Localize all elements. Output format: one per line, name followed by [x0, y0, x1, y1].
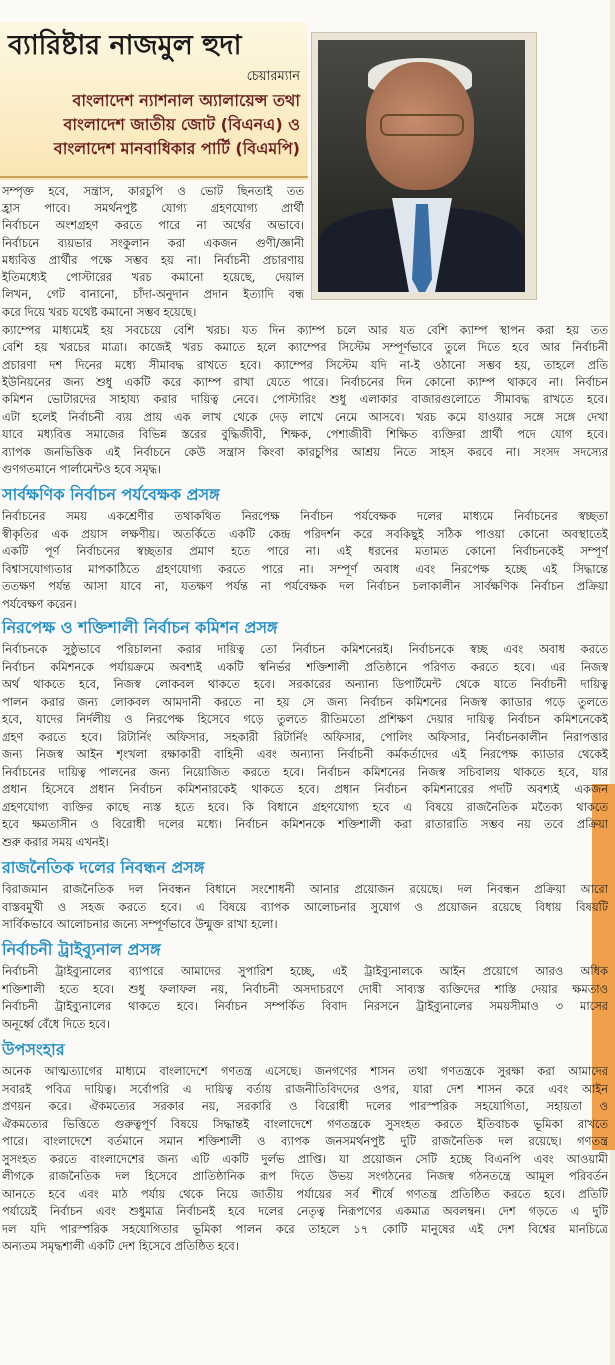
- intro-line: সম্পৃক্ত হবে, সন্ত্রাস, কারচুপি ও ভোট ছিনতাই তত: [2, 184, 304, 198]
- section-heading-conclusion: উপসংহার: [2, 1040, 65, 1059]
- author-role: চেয়ারম্যান: [246, 69, 300, 84]
- body-line: হবে ক্ষমতাসীন ও বিরোধী দলের মধ্যে। নির্বাচন কমিশনকে শক্তিশালী করা রাতারাতি সম্ভব নয় তবে প্রক্রিয়া: [2, 817, 608, 831]
- body-line: হবে, যাদের নির্দলীয় ও নিরপেক্ষ হিসেবে গড়ে তুলতে রীতিমতো প্রশিক্ষণ দেয়ার দায়িত্ব নির্বাচন কমিশনেকেই: [2, 712, 608, 726]
- body-line: প্রণয়ন করে। ঐকমত্যের সরকার নয়, সরকারি ও বিরোধী দলের পারস্পরিক সহযোগিতা, সহায়তা ও: [2, 1099, 608, 1113]
- body-line: নির্বাচন কমিশনকে পর্যায়ক্রমে অবশ্যই একটি স্বনির্ভর শক্তিশালী প্রতিষ্ঠানে পরিণত করতে হবে। এর নিজস্ব: [2, 660, 608, 674]
- body-line: পালন করার জন্য লোকবল আমদানী করতে না হয় সে জন্য নির্বাচন কমিশনের নিজস্ব ক্যাডার গড়ে তুলতে: [2, 695, 608, 709]
- body-line: পর্যায়েই নির্বাচন এবং শুধুমাত্র নির্বাচনই হবে দলের নেতৃত্ব নিরূপণের একমাত্র অবলম্বন। দেশ গড়তে এ দুটি: [2, 1204, 608, 1218]
- body-line: গুণগতমানে পার্লামেন্টও হবে সমৃদ্ধ।: [2, 462, 162, 476]
- body-line: নির্বাচনের দায়িত্ব পালনের জন্য নিয়োজিত করতে হবে। নির্বাচন কমিশনের নিজস্ব সচিবালয় থাকতে হবে, যার: [2, 765, 608, 779]
- body-line: ক্যাম্পের মাধ্যমেই হয় সবচেয়ে বেশি খরচ। যত দিন ক্যাম্প চলে আর যত বেশি ক্যাম্প স্থাপন করা হয় তত: [2, 323, 608, 337]
- body-line: ইউনিয়নের জন্য শুধু একটি করে ক্যাম্প রাখা যেতে পারে। নির্বাচনের দিন কোনো ক্যাম্প থাকবে না। নির্বাচন: [2, 375, 608, 389]
- body-line: স্বীকৃতির এক প্রয়াস লক্ষণীয়। অতর্কিতে একটি কেন্দ্র পরিদর্শন করে সবকিছুই সঠিক পাওয়া কোনো অবস্থাতেই: [2, 527, 608, 541]
- body-line: সবারই পবিত্র দায়িত্ব। সর্বোপরি এ দায়িত্ব বর্তায় রাজনীতিবিদদের ওপর, যারা দেশ শাসন করে এবং আইন: [2, 1082, 608, 1096]
- section-heading-election-commission: নিরপেক্ষ ও শক্তিশালী নির্বাচন কমিশন প্রসঙ্গ: [2, 618, 278, 637]
- body-line: জন্য নিজস্ব আইন শৃংখলা রক্ষাকারী বাহিনী এবং অন্যান্য নির্বাচনী কর্মকর্তাদের এই নিরপেক্ষ ক্যাডার থেকেই: [2, 747, 608, 761]
- section-heading-observers: সার্বক্ষণিক নির্বাচন পর্যবেক্ষক প্রসঙ্গ: [2, 485, 220, 504]
- body-line: লীগকে রাজনৈতিক দল হিসেবে প্রাতিষ্ঠানিক রূপ দিতে উভয় সংগঠনের নিজস্ব গঠনতন্ত্রে আমূল পরিবর্তন: [2, 1169, 608, 1183]
- portrait-glasses: [380, 114, 464, 136]
- body-line: নির্বাচনকে সুষ্ঠুভাবে পরিচালনা করার দায়িত্ব তো নির্বাচন কমিশনেরই। নির্বাচনকে স্বচ্ছ এবং অবাধ করতে: [2, 642, 608, 656]
- section-heading-tribunal: নির্বাচনী ট্রাইব্যুনাল প্রসঙ্গ: [2, 940, 161, 959]
- author-org-line-3: বাংলাদেশ মানবাধিকার পার্টি (বিএমপি): [53, 139, 300, 158]
- body-line: বাস্তবমুখী ও সহজ করতে হবে। এ বিষয়ে ব্যাপক আলোচনার সুযোগ ও প্রয়োজন রয়েছে বিধায় বিষয়টি: [2, 900, 608, 914]
- body-line: নির্বাচনী ট্রাইব্যুনালের ব্যাপারে আমাদের সুপারিশ হচ্ছে, এই ট্রাইব্যুনালকে আইন প্রয়োগে আরও অধিক: [2, 964, 608, 978]
- body-line: গ্রহণ করতে হবে। রিটার্নিং অফিসার, সহকারী রিটার্নিং অফিসার, পোলিং অফিসার, নির্বাচনকালীন নিরাপত্তার: [2, 730, 608, 744]
- body-line: শক্তিশালী হতে হবে। শুধু ফলাফল নয়, নির্বাচনী অসদাচরণে দোষী সাব্যস্ত ব্যক্তিদের শাস্তি দেয়ার ক্ষমতাও: [2, 982, 608, 996]
- body-line: অনেক আত্মত্যাগের মাধ্যমে বাংলাদেশে গণতন্ত্র এসেছে। জনগণের শাসন তথা গণতন্ত্রকে সুরক্ষা করা আমাদের: [2, 1064, 608, 1078]
- body-line: দল যদি পারস্পরিক সহযোগিতার ভূমিকা পালন করে তাহলে ১৭ কোটি মানুষের এই দেশ বিশ্বের মানচিত্রে: [2, 1222, 608, 1236]
- body-line: পারে। বাংলাদেশে বর্তমানে সমান শক্তিশালী ও ব্যাপক জনসমর্থনপুষ্ট দুটি রাজনৈতিক দল রয়েছে। গণতন্ত্র: [2, 1134, 608, 1148]
- body-line: ঐকমত্যের ভিত্তিতে গুরুত্বপূর্ণ বিষয়ে সিদ্ধান্তই বাংলাদেশে গণতন্ত্রকে সুসংহত করতে ইতিবাচক ভূমিকা রাখতে: [2, 1117, 608, 1131]
- body-line: নির্বাচনের সময় একশ্রেণীর তথাকথিত নিরপেক্ষ নির্বাচন পর্যবেক্ষক দলের মাধ্যমে নির্বাচনের স্বচ্ছতা: [2, 509, 608, 523]
- intro-line: হ্রাস পাবে। সমর্থনপুষ্ট যোগ্য গ্রহণযোগ্য প্রার্থী: [2, 201, 304, 215]
- body-line: প্রচারণা দশ দিনের মধ্যে সীমাবদ্ধ রাখতে হবে। ক্যাম্পের সিস্টেম যদি না-ই ওঠানো সম্ভব হয়, তাহলে প্রতি: [2, 358, 608, 372]
- intro-line: ইতিমধ্যেই পোস্টারের খরচ কমানো হয়েছে, দেয়াল: [2, 270, 304, 284]
- body-line: সুসংহত করতে বাংলাদেশের জন্য এটি একটি দুর্লভ প্রাপ্তি। যা প্রয়োজন সেটি হচ্ছে বিএনপি এবং আওয়ামী: [2, 1152, 608, 1166]
- body-line: এটা হলেই নির্বাচনী ব্যয় প্রায় এক লাখ থেকে দেড় লাখে নেমে আসবে। খরচ কমে যাওয়ার সঙ্গে সঙ্গে দেখা: [2, 410, 608, 424]
- body-line: যাবে মধ্যবিত্ত সমাজের বিভিন্ন স্তরের বুদ্ধিজীবী, শিক্ষক, পেশাজীবী শিক্ষিত ব্যক্তিরা প্রার্থী পদে যোগ হবে।: [2, 427, 608, 441]
- intro-line: নির্বাচনে অংশগ্রহণ করতে পারে না অর্থের অভাবে।: [2, 218, 304, 232]
- body-line: নির্বাচনী ট্রাইব্যুনালের থাকতে হবে। নির্বাচন সম্পর্কিত বিবাদ নিরসনে ট্রাইব্যুনালের সময়সীমাও ৩ মাসের: [2, 999, 608, 1013]
- body-line: অনূর্ধ্বে বেঁধে দিতে হবে।: [2, 1017, 110, 1031]
- body-line: বেশি হয় খরচের মাত্রা। কাজেই খরচ কমাতে হলে ক্যাম্পের সিস্টেম সম্পূর্ণভাবে তুলে দিতে হবে আর নির্বাচনী: [2, 340, 608, 354]
- body-line: গ্রহণযোগ্য ব্যক্তির কাছে ন্যস্ত হতে হবে। কি বিধানে গ্রহণযোগ্য হবে এ বিষয়ে রাজনৈতিক মতৈক্য থাকতে: [2, 800, 608, 814]
- body-line: অন্যতম সমৃদ্ধশালী একটি দেশ হিসেবে প্রতিষ্ঠিত হবে।: [2, 1239, 239, 1253]
- intro-line: নির্বাচনে ব্যয়ভার সংকুলান করা একজন গুণী/জ্ঞানী: [2, 236, 304, 250]
- page-edge: [610, 0, 615, 1365]
- author-org-line-1: বাংলাদেশ ন্যাশনাল অ্যালায়েন্স তথা: [72, 91, 300, 110]
- body-line: সার্বিকভাবে আলোচনার জন্যে সম্পূর্ণভাবে উন্মুক্ত রাখা হলো।: [2, 917, 278, 931]
- body-line: শুরু করার সময় এখনই।: [2, 835, 109, 849]
- intro-line: করে দিয়ে খরচ যথেষ্ট কমানো সম্ভব হয়েছে।: [2, 305, 197, 319]
- body-line: অর্থ থাকতে হবে, নিজস্ব লোকবল থাকতে হবে। সরকারের অন্যান্য ডিপার্টমেন্ট থেকে যাতে নির্বাচনী দায়িত্ব: [2, 677, 608, 691]
- body-line: প্রধান হিসেবে প্রধান নির্বাচন কমিশনারকেই থাকতে হবে। প্রধান নির্বাচন কমিশনারের পদটি অবশ্যই একজন: [2, 782, 608, 796]
- intro-line: মধ্যবিত্ত প্রার্থীর পক্ষে সম্ভব হয় না। নির্বাচনী প্রচারণায়: [2, 253, 304, 267]
- section-heading-party-registration: রাজনৈতিক দলের নিবন্ধন প্রসঙ্গ: [2, 858, 205, 877]
- body-line: কমিশন ভোটারদের সাহায্য করার দায়িত্ব নেবে। পোস্টারিং শুধু এলাকার বাজারগুলোতে সীমাবদ্ধ রাখতে হবে।: [2, 392, 608, 406]
- body-line: বিশ্বাসযোগ্যতার মাপকাঠিতে গ্রহণযোগ্য করতে পারে না। সম্পূর্ণ অবাধ এবং নিরপেক্ষ হচ্ছে এই সিদ্ধান্তে: [2, 562, 608, 576]
- body-line: আনতে হবে এবং মাঠ পর্যায় থেকে নিয়ে জাতীয় পর্যায়ের সর্ব শীর্ষে গণতন্ত্র প্রতিষ্ঠিত করতে হবে। প্রতিটি: [2, 1187, 608, 1201]
- intro-line: লিখন, গেট বানানো, চাঁদা-অনুদান প্রদান ইত্যাদি বন্ধ: [2, 287, 304, 301]
- author-org-line-2: বাংলাদেশ জাতীয় জোট (বিএনএ) ও: [63, 115, 300, 134]
- header-divider: [0, 176, 308, 178]
- body-line: একটি পূর্ণ নির্বাচনের স্বচ্ছতার প্রমাণ হতে পারে না। এই ধরনের মতামত কোনো নির্বাচনকেই সম্পূর্ণ: [2, 544, 608, 558]
- body-line: ব্যাপক জনভিত্তিক এই নির্বাচনে কেউ সন্ত্রাস কিংবা কারচুপির আশ্রয় নিতে সাহস করবে না। সংসদ সদস্যের: [2, 445, 608, 459]
- body-line: ততক্ষণ পর্যন্ত আসা যাবে না, যতক্ষণ পর্যন্ত না পর্যবেক্ষক দল নির্বাচন চলাকালীন সার্বক্ষণিক নির্বাচন প্রক্রিয়া: [2, 579, 608, 593]
- body-line: বিরাজমান রাজনৈতিক দল নিবন্ধন বিধানে সংশোধনী আনার প্রয়োজন রয়েছে। দল নিবন্ধন প্রক্রিয়া আরো: [2, 882, 608, 896]
- body-line: পর্যবেক্ষণ করেন।: [2, 597, 77, 611]
- author-portrait: [318, 40, 525, 292]
- author-name: ব্যারিষ্টার নাজমুল হুদা: [8, 30, 242, 61]
